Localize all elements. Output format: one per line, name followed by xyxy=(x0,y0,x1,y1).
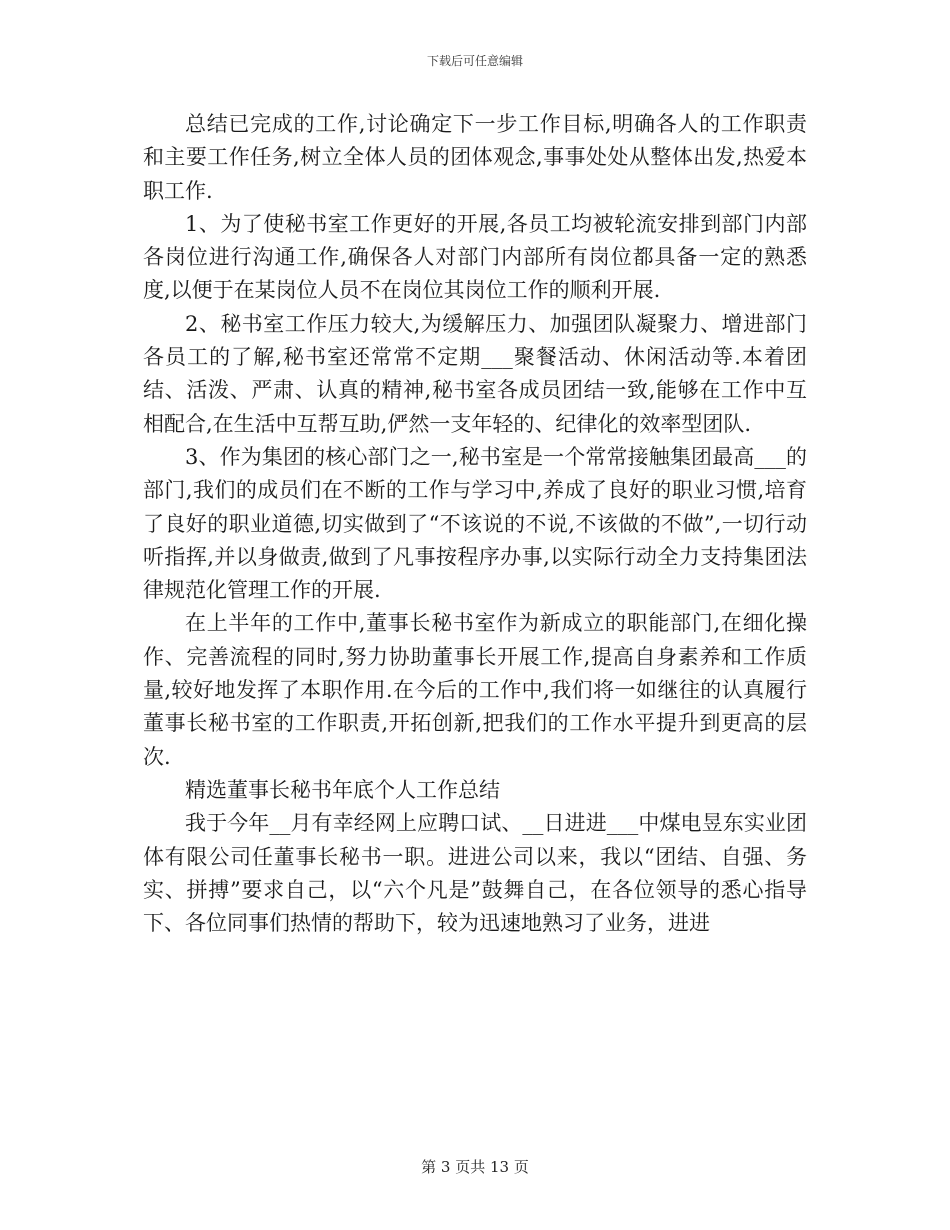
document-body xyxy=(143,108,807,940)
page-number: 第 3 页共 13 页 xyxy=(421,1158,529,1176)
paragraph-item-2: 2、秘书室工作压力较大,为缓解压力、加强团队凝聚力、增进部门各员工的了解,秘书室还常常不定期___聚餐活动、休闲活动等.本着团结、活泼、严肃、认真的精神,秘书室各成员团结一致,能够在工作中互相配合,在生活中互帮互助,俨然一支年轻的、纪律化的效率型团队. xyxy=(143,311,807,436)
page-header: 下载后可任意编辑 xyxy=(426,54,523,68)
paragraph-item-3: 3、作为集团的核心部门之一,秘书室是一个常常接触集团最高___的部门,我们的成员们在不断的工作与学习中,养成了良好的职业习惯,培育了良好的职业道德,切实做到了“不该说的不说,不该做的不做”,一切行动听指挥,并以身做责,做到了凡事按程序办事,以实际行动全力支持集团法律规范化管理工作的开展. xyxy=(143,444,807,603)
paragraph-intro: 我于今年__月有幸经网上应聘口试、__日进进___中煤电昱东实业团体有限公司任董事长秘书一职。进进公司以来，我以“团结、自强、务实、拼搏”要求自己，以“六个凡是”鼓舞自己，在各位领导的悉心指导下、各位同事们热情的帮助下，较为迅速地熟习了业务，进进 xyxy=(143,811,807,936)
paragraph-summary: 总结已完成的工作,讨论确定下一步工作目标,明确各人的工作职责和主要工作任务,树立全体人员的团体观念,事事处处从整体出发,热爱本职工作. xyxy=(143,112,807,203)
paragraph-conclusion: 在上半年的工作中,董事长秘书室作为新成立的职能部门,在细化操作、完善流程的同时,努力协助董事长开展工作,提高自身素养和工作质量,较好地发挥了本职作用.在今后的工作中,我们将一如继往的认真履行董事长秘书室的工作职责,开拓创新,把我们的工作水平提升到更高的层次. xyxy=(143,611,807,769)
paragraph-item-1: 1、为了使秘书室工作更好的开展,各员工均被轮流安排到部门内部各岗位进行沟通工作,确保各人对部门内部所有岗位都具备一定的熟悉度,以便于在某岗位人员不在岗位其岗位工作的顺利开展. xyxy=(143,211,807,303)
section-heading: 精选董事长秘书年底个人工作总结 xyxy=(185,777,500,802)
